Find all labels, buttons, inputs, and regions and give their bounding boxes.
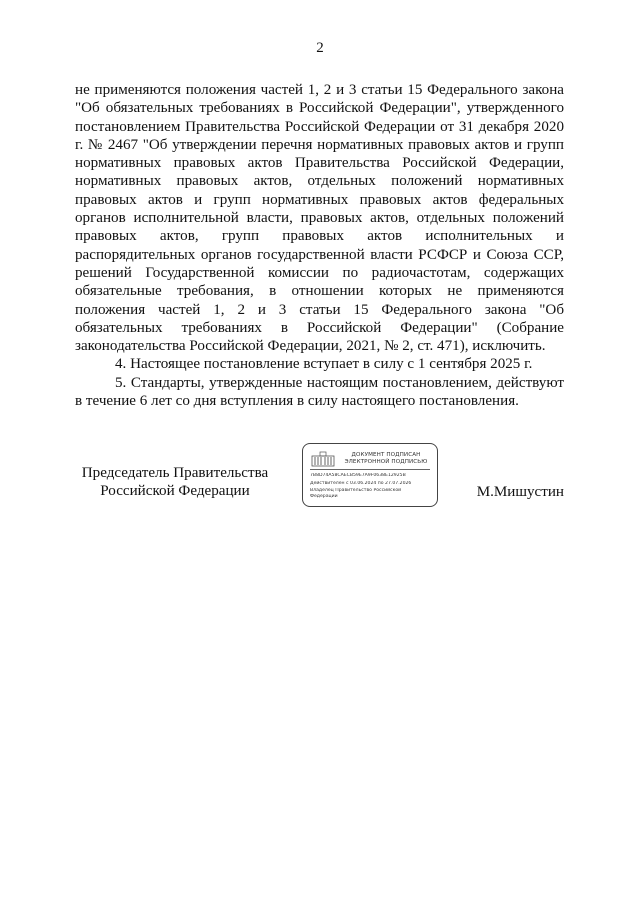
stamp-heading	[339, 452, 433, 466]
stamp-heading-line2: ЭЛЕКТРОННОЙ ПОДПИСЬЮ	[344, 459, 428, 465]
document-body	[75, 81, 564, 410]
signer-position	[75, 464, 275, 501]
signer-name: М.Мишустин	[476, 484, 564, 500]
paragraph-exclusion: не применяются положения частей 1, 2 и 3 статьи 15 Федерального закона "Об обязательных требованиях в Российской Федерации", утвержденного постановлением Правительства Российской Федерации от 31 декабря 2020 г. № 2467 "Об утверждении перечня нормативных правовых актов и групп нормативных правовых актов Правительства Российской Федерации, нормативных правовых актов, отдельных положений нормативных правовых актов и групп нормативных правовых актов федеральных органов исполнительной власти, правовых актов, отдельных положений правовых актов, групп правовых актов исполнительных и распорядительных органов государственной власти РСФСР и Союза ССР, решений Государственной комиссии по радиочастотам, содержащих обязательные требования, в отношении которых не применяются положения частей 1, 2 и 3 статьи 15 Федерального закона "Об обязательных требованиях в Российской Федерации" (Собрание законодательства Российской Федерации, 2021, № 2, ст. 471), исключить.	[75, 82, 564, 355]
signer-position-line1: Председатель Правительства	[81, 465, 269, 481]
paragraph-standards-validity: 5. Стандарты, утвержденные настоящим постановлением, действуют в течение 6 лет со дня вступления в силу настоящего постановления.	[75, 374, 564, 410]
electronic-signature-stamp	[302, 443, 438, 507]
stamp-validity: Действителен с 03.06.2024 по 27.07.2026	[310, 481, 412, 486]
signer-position-line2: Российской Федерации	[100, 483, 250, 500]
paragraph-effective-date: 4. Настоящее постановление вступает в силу с 1 сентября 2025 г.	[115, 356, 533, 373]
page-number: 2	[316, 40, 324, 56]
stamp-owner-line2: Федерации	[310, 494, 338, 499]
stamp-heading-line1: ДОКУМЕНТ ПОДПИСАН	[351, 452, 421, 458]
stamp-divider	[310, 469, 430, 470]
stamp-owner-line1: Владелец Правительство Российской	[310, 488, 402, 493]
government-building-icon	[311, 451, 335, 467]
stamp-certificate: 7B8D74A58CAECB59E7A9F0638E12925B	[310, 473, 406, 478]
